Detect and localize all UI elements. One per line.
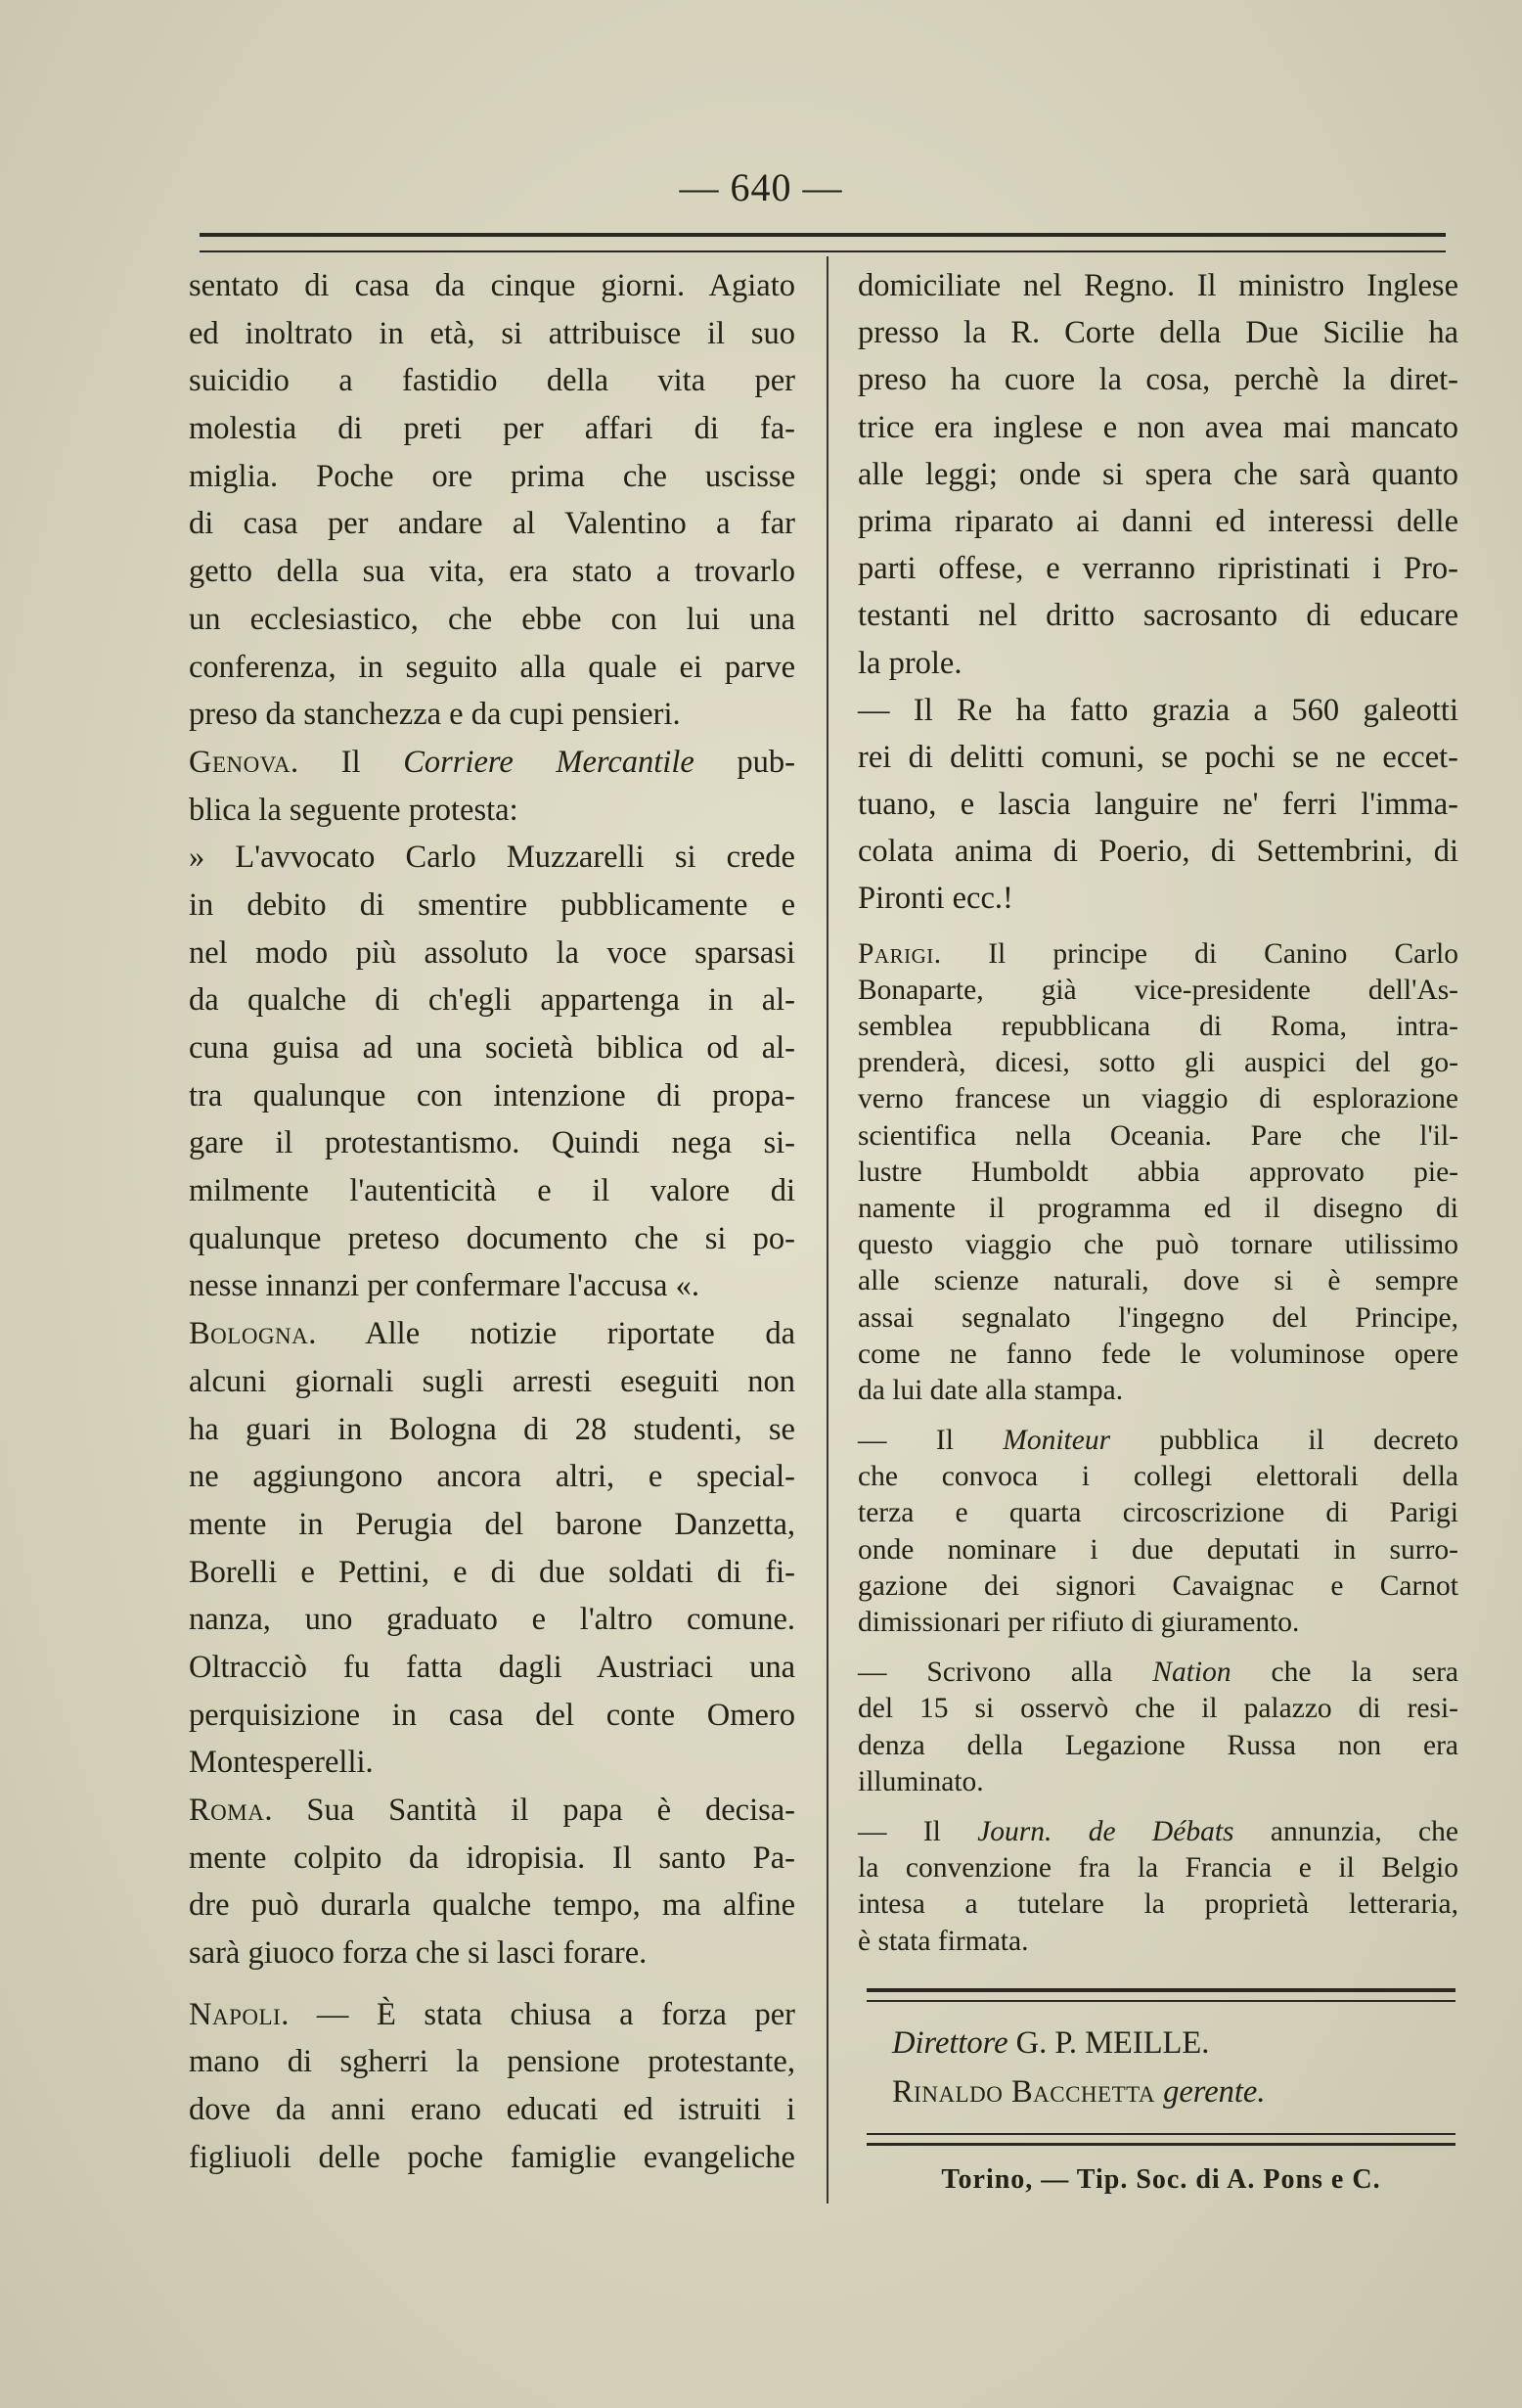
text-line bbox=[189, 691, 795, 739]
line-text: alle scienze naturali, dove si è sempre bbox=[858, 1265, 1458, 1297]
paragraph-gap bbox=[189, 1977, 795, 1991]
text-line bbox=[189, 1787, 795, 1835]
place-heading: Roma bbox=[189, 1793, 265, 1828]
text-line bbox=[189, 1991, 795, 2039]
text-line bbox=[858, 1337, 1458, 1373]
line-text: in debito di smentire pubblicamente e bbox=[189, 886, 795, 923]
line-text: ed inoltrato in età, si attribuisce il suo bbox=[189, 315, 795, 351]
text-line bbox=[858, 1300, 1458, 1337]
paragraph-gap bbox=[858, 1409, 1458, 1423]
line-text: . Sua Santità il papa è decisa- bbox=[264, 1793, 795, 1828]
line-text: pub- bbox=[694, 744, 795, 780]
place-heading: Parigi bbox=[858, 937, 934, 970]
header-rule bbox=[200, 233, 1446, 252]
line-text: dove da anni erano educati ed istruiti i bbox=[189, 2092, 795, 2128]
text-line bbox=[858, 1118, 1458, 1155]
text-line bbox=[189, 1930, 795, 1977]
text-line bbox=[858, 1850, 1458, 1886]
line-text: tuano, e lascia languire ne' ferri l'imma- bbox=[858, 787, 1458, 823]
footer-rule-top bbox=[867, 1988, 1455, 2002]
line-text: Borelli e Pettini, e di due soldati di fi- bbox=[189, 1554, 795, 1590]
line-text: domiciliate nel Regno. Il ministro Inglese bbox=[858, 268, 1458, 303]
line-text: è stata firmata. bbox=[858, 1925, 1029, 1957]
line-text: ne aggiungono ancora altri, e special- bbox=[189, 1459, 795, 1495]
line-text: perquisizione in casa del conte Omero bbox=[189, 1697, 795, 1733]
text-line bbox=[858, 1532, 1458, 1568]
line-text: milmente l'autenticità e il valore di bbox=[189, 1173, 795, 1209]
text-line bbox=[858, 1423, 1458, 1459]
line-text: onde nominare i due deputati in surro- bbox=[858, 1533, 1458, 1566]
column-divider bbox=[827, 256, 828, 2204]
text-line bbox=[189, 1739, 795, 1787]
line-text: nel modo più assoluto la voce sparsasi bbox=[189, 934, 795, 971]
line-text: scientifica nella Oceania. Pare che l'il- bbox=[858, 1119, 1458, 1152]
line-text: rei di delitti comuni, se pochi se ne eccet- bbox=[858, 739, 1458, 775]
text-line bbox=[858, 1728, 1458, 1764]
line-text: — Scrivono alla bbox=[858, 1657, 1153, 1689]
line-text: Bonaparte, già vice-presidente dell'As- bbox=[858, 974, 1458, 1006]
text-line bbox=[189, 1310, 795, 1358]
text-line bbox=[189, 2038, 795, 2086]
text-line bbox=[858, 973, 1458, 1009]
text-line bbox=[858, 1191, 1458, 1227]
text-line bbox=[189, 1024, 795, 1072]
line-text: . Il bbox=[291, 744, 404, 780]
line-text: parti offese, e verranno ripristinati i Pro- bbox=[858, 551, 1458, 587]
line-text: di casa per andare al Valentino a far bbox=[189, 506, 795, 542]
line-text: che la sera bbox=[1231, 1657, 1458, 1689]
line-text: — Il bbox=[858, 1425, 1004, 1457]
line-text: sarà giuoco forza che si lasci forare. bbox=[189, 1935, 648, 1972]
line-text: questo viaggio che può tornare utilissimo bbox=[858, 1229, 1458, 1261]
italic-title: Corriere Mercantile bbox=[403, 744, 694, 780]
line-text: Montesperelli. bbox=[189, 1745, 374, 1781]
text-line bbox=[858, 828, 1458, 875]
line-text: pubblica il decreto bbox=[1110, 1425, 1458, 1457]
line-text: — Il bbox=[858, 1815, 978, 1847]
printer-imprint: Torino, — Tip. Soc. di A. Pons e C. bbox=[941, 2164, 1381, 2195]
line-text: alcuni giornali sugli arresti eseguiti non bbox=[189, 1363, 795, 1399]
line-text: lustre Humboldt abbia approvato pie- bbox=[858, 1156, 1458, 1188]
line-text: figliuoli delle poche famiglie evangeliche bbox=[189, 2139, 795, 2175]
text-line bbox=[189, 1215, 795, 1263]
manager-name: Rinaldo Bacchetta bbox=[892, 2074, 1155, 2110]
text-line bbox=[858, 356, 1458, 403]
line-text: del 15 si osservò che il palazzo di resi- bbox=[858, 1693, 1458, 1725]
text-line bbox=[189, 453, 795, 501]
text-line bbox=[858, 498, 1458, 545]
paragraph-gap bbox=[858, 923, 1458, 936]
text-line bbox=[189, 644, 795, 692]
text-line bbox=[189, 1072, 795, 1120]
text-line bbox=[858, 1495, 1458, 1531]
page-number: — 640 — bbox=[679, 165, 843, 209]
line-text: blica la seguente protesta: bbox=[189, 792, 518, 828]
line-text: preso da stanchezza e da cupi pensieri. bbox=[189, 697, 681, 733]
line-text: » L'avvocato Carlo Muzzarelli si crede bbox=[189, 840, 795, 876]
line-text: presso la R. Corte della Due Sicilie ha bbox=[858, 315, 1458, 351]
text-line bbox=[858, 640, 1458, 687]
line-text: getto della sua vita, era stato a trovarlo bbox=[189, 554, 795, 590]
line-text: gare il protestantismo. Quindi nega si- bbox=[189, 1125, 795, 1161]
line-text: verno francese un viaggio di esplorazione bbox=[858, 1083, 1458, 1115]
text-line bbox=[858, 451, 1458, 498]
italic-title: Journ. de Débats bbox=[977, 1815, 1234, 1847]
text-line bbox=[858, 1605, 1458, 1641]
line-text: testanti nel dritto sacrosanto di educare bbox=[858, 598, 1458, 634]
line-text: miglia. Poche ore prima che uscisse bbox=[189, 458, 795, 494]
text-line bbox=[858, 1924, 1458, 1960]
text-line bbox=[858, 309, 1458, 356]
line-text: assai segnalato l'ingegno del Principe, bbox=[858, 1301, 1458, 1334]
text-line bbox=[189, 2134, 795, 2182]
text-line bbox=[189, 1549, 795, 1597]
text-line bbox=[858, 1568, 1458, 1605]
text-line bbox=[858, 1459, 1458, 1495]
line-text: suicidio a fastidio della vita per bbox=[189, 363, 795, 399]
text-line bbox=[858, 687, 1458, 734]
place-heading: Bologna bbox=[189, 1316, 309, 1352]
place-heading: Napoli bbox=[189, 1996, 282, 2032]
text-line bbox=[189, 1406, 795, 1454]
text-line bbox=[189, 1835, 795, 1883]
line-text: . Il principe di Canino Carlo bbox=[933, 937, 1458, 970]
text-line bbox=[189, 1453, 795, 1501]
line-text: alle leggi; onde si spera che sarà quanto bbox=[858, 456, 1458, 492]
line-text: cuna guisa ad una società biblica od al- bbox=[189, 1030, 795, 1066]
text-line bbox=[858, 1155, 1458, 1191]
text-line bbox=[189, 882, 795, 930]
right-column-upper bbox=[858, 262, 1458, 923]
text-line bbox=[858, 545, 1458, 592]
italic-title: Moniteur bbox=[1003, 1425, 1111, 1457]
line-text: colata anima di Poerio, di Settembrini, di bbox=[858, 834, 1458, 870]
text-line bbox=[858, 1009, 1458, 1045]
director-line bbox=[892, 2025, 1209, 2062]
text-line bbox=[858, 592, 1458, 639]
text-line bbox=[189, 1882, 795, 1930]
line-text: la convenzione fra la Francia e il Belgio bbox=[858, 1852, 1458, 1885]
line-text: un ecclesiastico, che ebbe con lui una bbox=[189, 601, 795, 637]
line-text: nesse innanzi per confermare l'accusa «. bbox=[189, 1268, 699, 1304]
line-text: prenderà, dicesi, sotto gli auspici del go- bbox=[858, 1047, 1458, 1079]
line-text: intesa a tutelare la proprietà letteraria, bbox=[858, 1888, 1458, 1921]
line-text: . — È stata chiusa a forza per bbox=[281, 1996, 795, 2032]
text-line bbox=[858, 1691, 1458, 1727]
line-text: . Alle notizie riportate da bbox=[308, 1316, 795, 1352]
line-text: trice era inglese e non avea mai mancato bbox=[858, 409, 1458, 445]
line-text: conferenza, in seguito alla quale ei parve bbox=[189, 649, 795, 685]
line-text: annunzia, che bbox=[1233, 1815, 1458, 1847]
text-line bbox=[189, 500, 795, 548]
line-text: tra qualunque con intenzione di propa- bbox=[189, 1077, 795, 1113]
line-text: Pironti ecc.! bbox=[858, 881, 1013, 917]
text-line bbox=[189, 1501, 795, 1549]
text-line bbox=[189, 1167, 795, 1215]
text-line bbox=[858, 1373, 1458, 1409]
text-line bbox=[858, 1045, 1458, 1081]
text-line bbox=[858, 262, 1458, 309]
line-text: dre può durarla qualche tempo, ma alfine bbox=[189, 1887, 795, 1924]
text-line bbox=[858, 404, 1458, 451]
footer-rule-bottom bbox=[867, 2133, 1455, 2146]
text-line bbox=[858, 1263, 1458, 1299]
line-text: terza e quarta circoscrizione di Parigi bbox=[858, 1497, 1458, 1529]
line-text: denza della Legazione Russa non era bbox=[858, 1729, 1458, 1761]
line-text: dimissionari per rifiuto di giuramento. bbox=[858, 1607, 1300, 1638]
text-line bbox=[189, 1119, 795, 1167]
line-text: gazione dei signori Cavaignac e Carnot bbox=[858, 1569, 1458, 1602]
line-text: semblea repubblicana di Roma, intra- bbox=[858, 1011, 1458, 1042]
text-line bbox=[858, 1814, 1458, 1850]
text-line bbox=[858, 936, 1458, 973]
director-label: Direttore bbox=[892, 2025, 1008, 2061]
text-line bbox=[858, 781, 1458, 828]
text-line bbox=[189, 548, 795, 596]
line-text: che convoca i collegi elettorali della bbox=[858, 1461, 1458, 1493]
text-line bbox=[189, 834, 795, 882]
left-column bbox=[189, 262, 795, 2182]
line-text: molestia di preti per affari di fa- bbox=[189, 411, 795, 447]
paragraph-gap bbox=[858, 1641, 1458, 1655]
text-line bbox=[189, 1692, 795, 1740]
line-text: come ne fanno fede le voluminose opere bbox=[858, 1338, 1458, 1370]
text-line bbox=[858, 734, 1458, 781]
line-text: sentato di casa da cinque giorni. Agiato bbox=[189, 268, 795, 303]
text-line bbox=[858, 1886, 1458, 1923]
text-line bbox=[189, 596, 795, 644]
line-text: prima riparato ai danni ed interessi delle bbox=[858, 503, 1458, 539]
text-line bbox=[858, 1081, 1458, 1117]
line-text: — Il Re ha fatto grazia a 560 galeotti bbox=[858, 692, 1458, 728]
text-line bbox=[189, 1596, 795, 1644]
text-line bbox=[189, 739, 795, 787]
line-text: nanza, uno graduato e l'altro comune. bbox=[189, 1602, 795, 1638]
line-text: namente il programma ed il disegno di bbox=[858, 1192, 1458, 1224]
text-line bbox=[189, 2086, 795, 2134]
text-line bbox=[189, 310, 795, 358]
text-line bbox=[858, 875, 1458, 922]
right-column bbox=[858, 262, 1458, 1960]
text-line bbox=[189, 1644, 795, 1692]
line-text: mente in Perugia del barone Danzetta, bbox=[189, 1506, 795, 1542]
director-name: G. P. MEILLE. bbox=[1015, 2025, 1210, 2061]
text-line bbox=[189, 262, 795, 310]
line-text: mano di sgherri la pensione protestante, bbox=[189, 2044, 795, 2080]
text-line bbox=[189, 930, 795, 977]
manager-line bbox=[892, 2074, 1265, 2111]
line-text: preso ha cuore la cosa, perchè la diret- bbox=[858, 362, 1458, 398]
paragraph-gap bbox=[858, 1800, 1458, 1814]
line-text: illuminato. bbox=[858, 1765, 984, 1797]
line-text: Oltracciò fu fatta dagli Austriaci una bbox=[189, 1649, 795, 1685]
text-line bbox=[858, 1655, 1458, 1691]
manager-label: gerente. bbox=[1163, 2074, 1266, 2110]
text-line bbox=[189, 405, 795, 453]
text-line bbox=[189, 977, 795, 1024]
line-text: ha guari in Bologna di 28 studenti, se bbox=[189, 1411, 795, 1447]
line-text: da qualche di ch'egli appartenga in al- bbox=[189, 982, 795, 1019]
line-text: da lui date alla stampa. bbox=[858, 1374, 1124, 1406]
italic-title: Nation bbox=[1152, 1657, 1231, 1689]
text-line bbox=[858, 1764, 1458, 1800]
text-line bbox=[189, 787, 795, 835]
text-line bbox=[189, 1358, 795, 1406]
text-line bbox=[189, 1262, 795, 1310]
line-text: la prole. bbox=[858, 645, 962, 681]
place-heading: Genova bbox=[189, 744, 291, 780]
right-column-dense bbox=[858, 936, 1458, 1960]
line-text: mente colpito da idropisia. Il santo Pa- bbox=[189, 1840, 795, 1876]
text-line bbox=[189, 357, 795, 405]
text-line bbox=[858, 1227, 1458, 1263]
line-text: qualunque preteso documento che si po- bbox=[189, 1220, 795, 1256]
